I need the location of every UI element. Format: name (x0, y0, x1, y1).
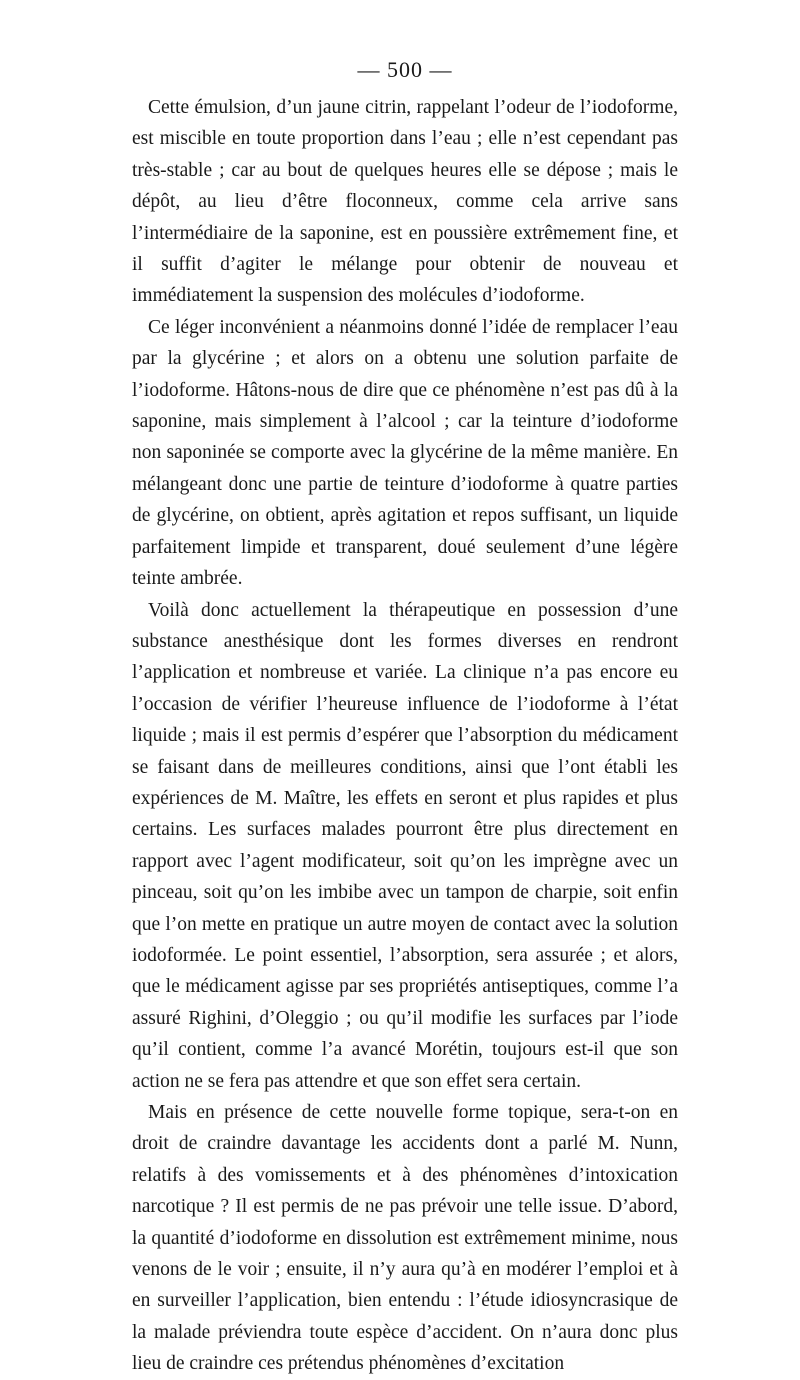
paragraph-1: Cette émulsion, d’un jaune citrin, rappelant l’odeur de l’iodoforme, est miscible en toute proportion dans l’eau ; elle n’est cependant pas très-stable ; car au bout de quelques heures elle se dépose ; mais le dépôt, au lieu d’être floconneux, comme cela arrive sans l’intermédiaire de la saponine, est en poussière extrêmement fine, et il suffit d’agiter le mélange pour obtenir de nouveau et immédiatement la suspension des molécules d’iodoforme. (132, 97, 678, 307)
paragraph-4: Mais en présence de cette nouvelle forme topique, sera-t-on en droit de craindre davantage les accidents dont a parlé M. Nunn, relatifs à des vomissements et à des phénomènes d’intoxication narcotique ? Il est permis de ne pas prévoir une telle issue. D’abord, la quantité d’iodoforme en dissolution est extrêmement minime, nous venons de le voir ; ensuite, il n’y aura qu’à en modérer l’emploi et à en surveiller l’application, bien entendu : l’étude idiosyncrasique de la malade préviendra toute espèce d’accident. On n’aura donc plus lieu de craindre ces prétendus phénomènes d’excitation (132, 1102, 678, 1375)
paragraph-3: Voilà donc actuellement la thérapeutique en possession d’une substance anesthésique dont les formes diverses en rendront l’application et nombreuse et variée. La clinique n’a pas encore eu l’occasion de vérifier l’heureuse influence de l’iodoforme à l’état liquide ; mais il est permis d’espérer que l’absorption du médicament se faisant dans de meilleures conditions, ainsi que l’ont établi les expériences de M. Maître, les effets en seront et plus rapides et plus certains. Les surfaces malades pourront être plus directement en rapport avec l’agent modificateur, soit qu’on les imprègne avec un pinceau, soit qu’on les imbibe avec un tampon de charpie, soit enfin que l’on mette en pratique un autre moyen de contact avec la solution iodoformée. Le point essentiel, l’absorption, sera assurée ; et alors, que le médicament agisse par ses propriétés antiseptiques, comme l’a assuré Righini, d’Oleggio ; ou qu’il modifie les surfaces par l’iode qu’il contient, comme l’a avancé Morétin, toujours est-il que son action ne se fera pas attendre et que son effet sera certain. (132, 599, 678, 1092)
page-number: — 500 — (357, 57, 453, 82)
paragraph-2: Ce léger inconvénient a néanmoins donné l’idée de remplacer l’eau par la glycérine ; et alors on a obtenu une solution parfaite de l’iodoforme. Hâtons-nous de dire que ce phénomène n’est pas dû à la saponine, mais simplement à l’alcool ; car la teinture d’iodoforme non saponinée se comporte avec la glycérine de la même manière. En mélangeant donc une partie de teinture d’iodoforme à quatre parties de glycérine, on obtient, après agitation et repos suffisant, un liquide parfaitement limpide et transparent, doué seulement d’une légère teinte ambrée. (132, 316, 678, 590)
book-page (132, 52, 678, 1380)
